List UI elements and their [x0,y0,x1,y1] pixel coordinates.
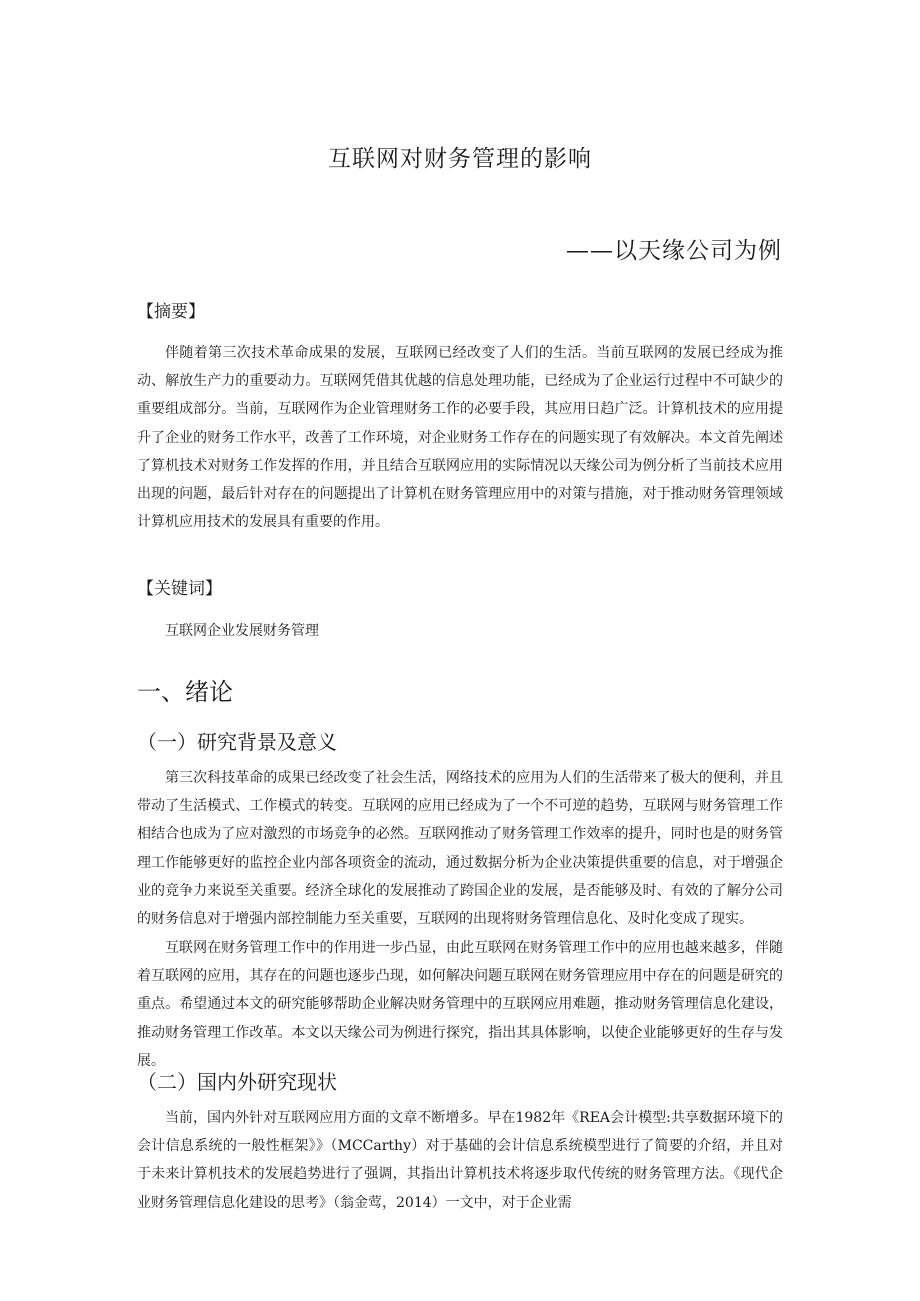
section-heading-introduction: 一、绪论 [137,678,233,706]
document-title: 互联网对财务管理的影响 [328,146,592,172]
subsection-heading-research-status: （二）国内外研究现状 [137,1070,337,1094]
abstract-text: 伴随着第三次技术革命成果的发展，互联网已经改变了人们的生活。当前互联网的发展已经成为推动、解放生产力的重要动力。互联网凭借其优越的信息处理功能，已经成为了企业运行过程中不可缺少的重要组成部分。当前，互联网作为企业管理财务工作的必要手段，其应用日趋广泛。计算机技术的应用提升了企业的财务工作水平，改善了工作环境，对企业财务工作存在的问题实现了有效解决。本文首先阐述了算机技术对财务工作发挥的作用，并且结合互联网应用的实际情况以天缘公司为例分析了当前技术应用出现的问题，最后针对存在的问题提出了计算机在财务管理应用中的对策与措施，对于推动财务管理领域计算机应用技术的发展具有重要的作用。 [137,345,783,531]
keywords-text: 互联网企业发展财务管理 [165,623,319,639]
background-paragraph-1: 第三次科技革命的成果已经改变了社会生活，网络技术的应用为人们的生活带来了极大的便利，并且带动了生活模式、工作模式的转变。互联网的应用已经成为了一个不可逆的趋势，互联网与财务管理工作相结合也成为了应对激烈的市场竞争的必然。互联网推动了财务管理工作效率的提升，同时也是的财务管理工作能够更好的监控企业内部各项资金的流动，通过数据分析为企业决策提供重要的信息，对于增强企业的竞争力来说至关重要。经济全球化的发展推动了跨国企业的发展，是否能够及时、有效的了解分公司的财务信息对于增强内部控制能力至关重要，互联网的出现将财务管理信息化、及时化变成了现实。 [137,770,783,928]
subsection-heading-background: （一）研究背景及意义 [137,730,337,754]
keywords-label: 【关键词】 [137,579,222,599]
document-subtitle: ——以天缘公司为例 [566,238,782,264]
background-paragraph-2: 互联网在财务管理工作中的作用进一步凸显，由此互联网在财务管理工作中的应用也越来越多，伴随着互联网的应用，其存在的问题也逐步凸现，如何解决问题互联网在财务管理应用中存在的问题是研究的重点。希望通过本文的研究能够帮助企业解决财务管理中的互联网应用难题，推动财务管理信息化建设，推动财务管理工作改革。本文以天缘公司为例进行探究，指出其具体影响，以使企业能够更好的生存与发展。 [137,940,783,1069]
abstract-label: 【摘要】 [137,302,205,322]
research-status-paragraph: 当前，国内外针对互联网应用方面的文章不断增多。早在1982年《REA会计模型:共享数据环境下的会计信息系统的一般性框架》》（MCCarthy）对于基础的会计信息系统模型进行了简要的介绍，并且对于未来计算机技术的发展趋势进行了强调，其指出计算机技术将逐步取代传统的财务管理方法。《现代企业财务管理信息化建设的思考》（翁金莺，2014）一文中，对于企业需 [137,1110,783,1211]
